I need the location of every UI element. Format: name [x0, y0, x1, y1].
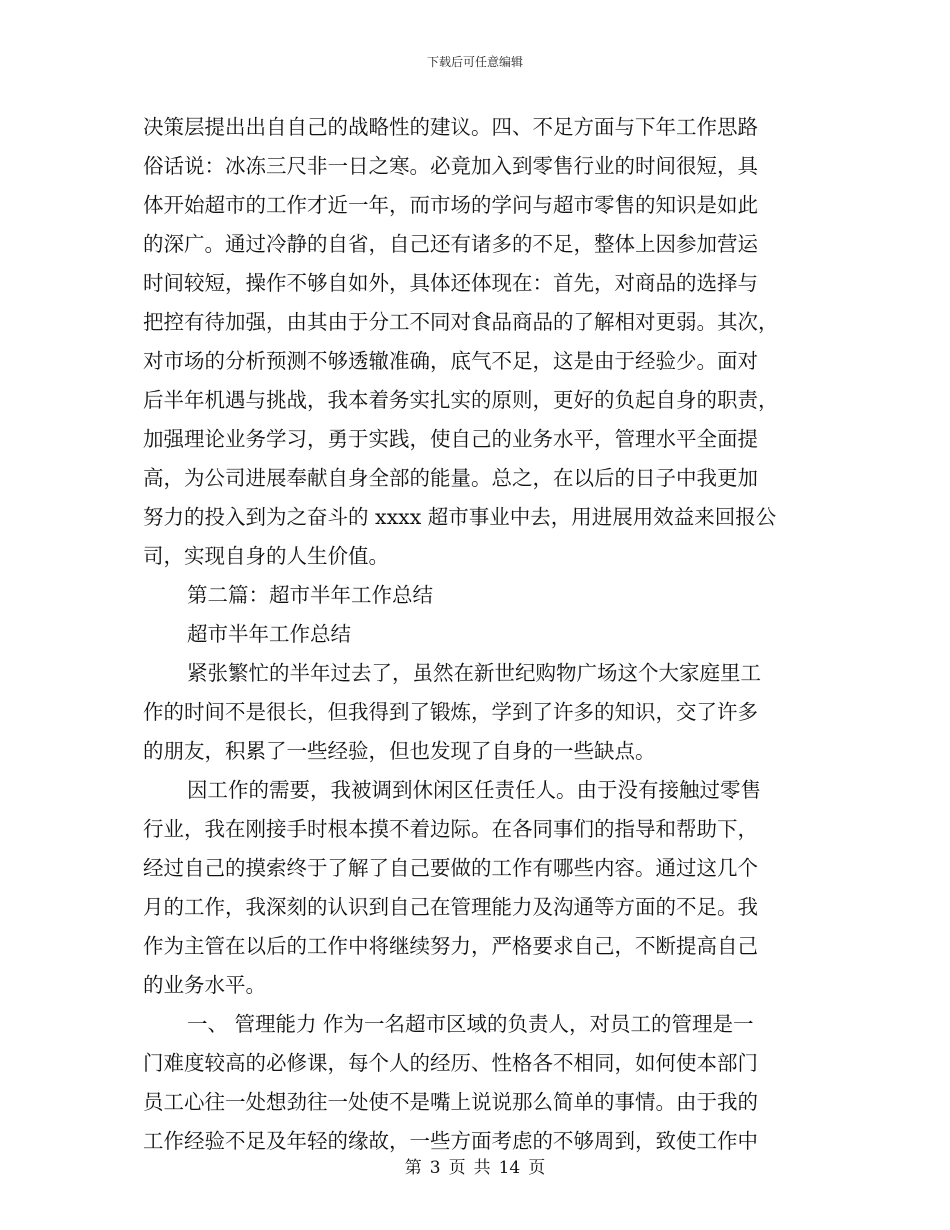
footer-di: 第 — [404, 1158, 422, 1178]
text-line: 经过自己的摸索终于了解了自己要做的工作有哪些内容。通过这几个 — [143, 856, 758, 880]
total-pages-number: 14 — [498, 1158, 521, 1178]
text-line: 俗话说：冰冻三尺非一日之寒。必竟加入到零售行业的时间很短，具 — [143, 154, 758, 178]
text-line: 行业，我在刚接手时根本摸不着边际。在各同事们的指导和帮助下， — [143, 817, 758, 841]
text-line: 门难度较高的必修课，每个人的经历、性格各不相同，如何使本部门 — [143, 1051, 758, 1075]
text-line: 加强理论业务学习，勇于实践，使自己的业务水平，管理水平全面提 — [143, 427, 758, 451]
text-line: 的业务水平。 — [143, 973, 266, 997]
text-line: 工作经验不足及年轻的缘故，一些方面考虑的不够周到，致使工作中 — [143, 1129, 758, 1153]
text-line: 作为主管在以后的工作中将继续努力，严格要求自己，不断提高自己 — [143, 934, 758, 958]
section-heading: 第二篇：超市半年工作总结 — [187, 583, 433, 607]
text-line: 司，实现自身的人生价值。 — [143, 544, 389, 568]
text-line: 高，为公司进展奉献自身全部的能量。总之，在以后的日子中我更加 — [143, 466, 758, 490]
text-line: 努力的投入到为之奋斗的 xxxx 超市事业中去，用进展用效益来回报公 — [143, 505, 777, 529]
text-line: 紧张繁忙的半年过去了，虽然在新世纪购物广场这个大家庭里工 — [187, 661, 761, 685]
text-line: 一、 管理能力 作为一名超市区域的负责人，对员工的管理是一 — [187, 1012, 754, 1036]
text-line: 员工心往一处想劲往一处使不是嘴上说说那么简单的事情。由于我的 — [143, 1090, 758, 1114]
footer-ye: 页 — [448, 1158, 466, 1178]
footer-ye-end: 页 — [528, 1158, 546, 1178]
section-title: 超市半年工作总结 — [187, 622, 351, 646]
text-line: 的朋友，积累了一些经验，但也发现了自身的一些缺点。 — [143, 739, 656, 763]
document-body — [143, 108, 811, 1161]
page-footer — [0, 1153, 950, 1178]
text-line: 因工作的需要，我被调到休闲区任责任人。由于没有接触过零售 — [187, 778, 761, 802]
page-header: 下载后可任意编辑 — [426, 55, 523, 69]
text-line: 体开始超市的工作才近一年，而市场的学问与超市零售的知识是如此 — [143, 193, 758, 217]
text-line: 月的工作，我深刻的认识到自己在管理能力及沟通等方面的不足。我 — [143, 895, 758, 919]
text-line: 对市场的分析预测不够透辙准确，底气不足，这是由于经验少。面对 — [143, 349, 758, 373]
footer-gong: 共 — [473, 1158, 491, 1178]
text-line: 决策层提出出自自己的战略性的建议。四、不足方面与下年工作思路 — [143, 115, 758, 139]
text-line: 把控有待加强，由其由于分工不同对食品商品的了解相对更弱。其次， — [143, 310, 779, 334]
text-line: 作的时间不是很长，但我得到了锻炼，学到了许多的知识，交了许多 — [143, 700, 758, 724]
text-line: 时间较短，操作不够自如外，具体还体现在：首先，对商品的选择与 — [143, 271, 758, 295]
text-line: 的深广。通过冷静的自省，自己还有诸多的不足，整体上因参加营运 — [143, 232, 758, 256]
current-page-number: 3 — [429, 1158, 441, 1178]
text-line: 后半年机遇与挑战，我本着务实扎实的原则，更好的负起自身的职责， — [143, 388, 779, 412]
